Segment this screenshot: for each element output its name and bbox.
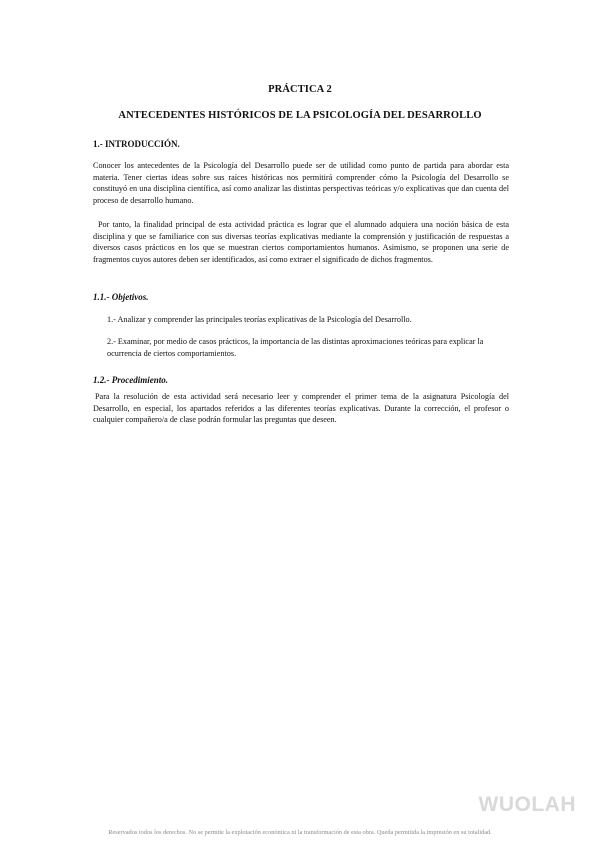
copyright-footer: Reservados todos los derechos. No se permite la explotación económica ni la transformación de esta obra. Queda permitida la impresión en su totalidad.: [108, 829, 492, 836]
subsection-heading-procedimiento: 1.2.- Procedimiento.: [93, 375, 168, 385]
document-title: PRÁCTICA 2: [268, 84, 332, 95]
intro-paragraph: Conocer los antecedentes de la Psicología del Desarrollo puede ser de utilidad como punto de partida para abordar esta materia. Tener ciertas ideas sobre sus raíces históricas nos permitirá comprender cómo la Psicología del Desarrollo se constituyó en una disciplina científica, así como analizar las distintas perspectivas teóricas y/o explicativas que dan cuenta del proceso de desarrollo humano.: [93, 161, 509, 206]
objective-item: 2.- Examinar, por medio de casos prácticos, la importancia de las distintas aproximaciones teóricas para explicar la ocurrencia de ciertos comportamientos.: [107, 337, 484, 358]
document-subtitle: ANTECEDENTES HISTÓRICOS DE LA PSICOLOGÍA DEL DESARROLLO: [118, 110, 482, 121]
procedure-paragraph: Para la resolución de esta actividad será necesario leer y comprender el primer tema de la asignatura Psicología del Desarrollo, en especial, los apartados referidos a las diferentes teorías explicativas. Durante la corrección, el profesor o cualquier compañero/a de clase podrán formular las preguntas que deseen.: [93, 392, 509, 425]
section-heading-introduccion: 1.- INTRODUCCIÓN.: [93, 139, 180, 149]
intro-paragraph: Por tanto, la finalidad principal de esta actividad práctica es lograr que el alumnado adquiera una noción básica de esta disciplina y que se familiarice con sus diversas teorías explicativas mediante la comprensión y justificación de respuestas a diversos casos prácticos en los que se muestran ciertos comportamientos humanos. Asimismo, se proponen una serie de fragmentos cuyos autores deben ser identificados, así como extraer el significado de dichos fragmentos.: [93, 220, 509, 265]
subsection-heading-objetivos: 1.1.- Objetivos.: [93, 292, 149, 302]
wuolah-watermark-logo: WUOLAH: [478, 793, 576, 816]
objective-item: 1.- Analizar y comprender las principales teorías explicativas de la Psicología del Desarrollo.: [107, 315, 412, 324]
